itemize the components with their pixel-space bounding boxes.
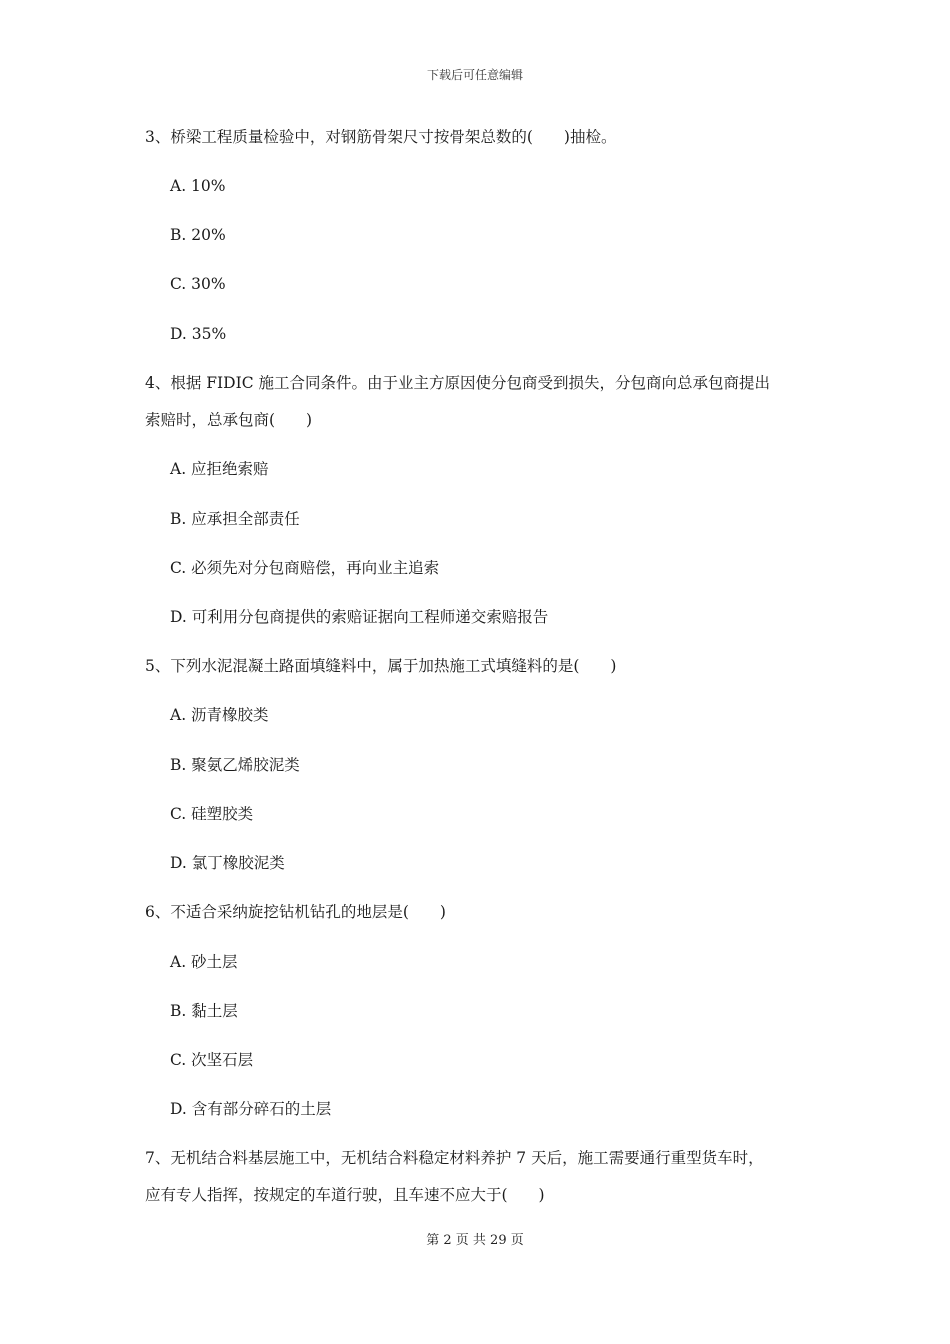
question-4-option-c: C. 必须先对分包商赔偿，再向业主追索 — [170, 559, 440, 577]
question-6-option-c: C. 次坚石层 — [170, 1051, 254, 1069]
question-3-option-a: A. 10% — [170, 177, 226, 195]
question-5-stem: 5、下列水泥混凝土路面填缝料中，属于加热施工式填缝料的是( ) — [145, 657, 617, 675]
question-6-option-b: B. 黏土层 — [170, 1002, 238, 1020]
question-5-option-d: D. 氯丁橡胶泥类 — [170, 854, 285, 872]
page-header: 下载后可任意编辑 — [426, 68, 523, 82]
question-4-option-d: D. 可利用分包商提供的索赔证据向工程师递交索赔报告 — [170, 608, 549, 626]
question-6-option-d: D. 含有部分碎石的土层 — [170, 1100, 332, 1118]
question-6-stem: 6、不适合采纳旋挖钻机钻孔的地层是( ) — [145, 903, 446, 921]
question-4-stem-continued: 索赔时，总承包商( ) — [145, 411, 313, 429]
page-footer: 第 2 页 共 29 页 — [426, 1233, 524, 1248]
question-7-stem: 7、无机结合料基层施工中，无机结合料稳定材料养护 7 天后，施工需要通行重型货车时， — [145, 1149, 764, 1167]
question-5-option-c: C. 硅塑胶类 — [170, 805, 254, 823]
question-6-option-a: A. 砂土层 — [170, 953, 238, 971]
question-4-option-b: B. 应承担全部责任 — [170, 510, 300, 528]
question-5-option-a: A. 沥青橡胶类 — [170, 706, 269, 724]
question-3-option-d: D. 35% — [170, 325, 227, 343]
question-3-option-b: B. 20% — [170, 226, 226, 244]
question-4-stem: 4、根据 FIDIC 施工合同条件。由于业主方原因使分包商受到损失，分包商向总承包商提出 — [145, 374, 771, 392]
question-7-stem-continued: 应有专人指挥，按规定的车道行驶，且车速不应大于( ) — [145, 1186, 545, 1204]
question-3-option-c: C. 30% — [170, 275, 226, 293]
question-4-option-a: A. 应拒绝索赔 — [170, 460, 269, 478]
question-3-stem: 3、桥梁工程质量检验中，对钢筋骨架尺寸按骨架总数的( )抽检。 — [145, 128, 617, 146]
question-5-option-b: B. 聚氨乙烯胶泥类 — [170, 756, 300, 774]
